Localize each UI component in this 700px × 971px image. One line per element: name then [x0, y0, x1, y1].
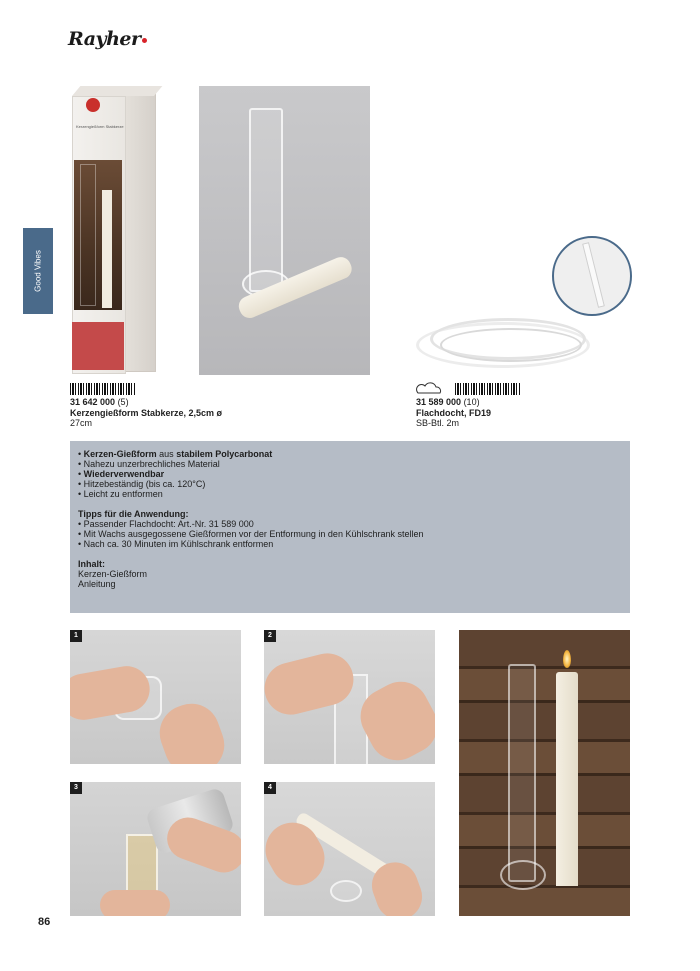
mould-tube	[508, 664, 536, 882]
product-info-wick	[416, 397, 491, 429]
mould-base	[500, 860, 546, 890]
product-detail: 27cm	[70, 418, 93, 428]
finished-candle	[556, 672, 578, 886]
box-side-panel	[124, 88, 156, 372]
mould-tube	[249, 108, 283, 292]
box-logo-icon	[86, 98, 100, 112]
pack-size: (10)	[463, 397, 480, 407]
box-window-image	[74, 160, 122, 310]
rayher-logo: Rayher	[68, 28, 147, 50]
section-tab	[23, 228, 53, 314]
step-number: 2	[264, 630, 276, 642]
wick-detail-circle	[552, 236, 632, 316]
feature-item: • Nahezu unzerbrechliches Material	[78, 459, 220, 469]
step-photo-3	[70, 782, 241, 916]
cloud-icon	[416, 382, 442, 394]
mould-candle-photo	[199, 86, 370, 375]
article-number: 31 589 000	[416, 397, 462, 407]
step-number: 4	[264, 782, 276, 794]
pack-size: (5)	[117, 397, 129, 407]
wick-coil	[440, 328, 582, 362]
barcode-icon	[70, 383, 136, 395]
article-number: 31 642 000	[70, 397, 116, 407]
box-print-title: Kerzengießform Stabkerze	[76, 124, 124, 129]
step-photo-2	[264, 630, 435, 764]
feature-item: • Hitzebeständig (bis ca. 120°C)	[78, 479, 206, 489]
feature-item: • Kerzen-Gießform aus stabilem Polycarbonat	[78, 449, 273, 459]
barcode-icon	[455, 383, 521, 395]
product-detail: SB-Btl. 2m	[416, 418, 460, 428]
section-tab-label: Good Vibes	[33, 250, 43, 292]
contents-item: Kerzen-Gießform	[78, 569, 148, 579]
contents-item: Anleitung	[78, 579, 116, 589]
product-name: Flachdocht, FD19	[416, 407, 492, 418]
feature-item: • Wiederverwendbar	[78, 469, 165, 479]
info-text	[78, 449, 424, 589]
product-info-mould	[70, 397, 222, 429]
contents-heading: Inhalt:	[78, 559, 105, 569]
candle-flame	[563, 650, 571, 668]
page-number: 86	[38, 916, 51, 928]
tip-item: • Passender Flachdocht: Art.-Nr. 31 589 000	[78, 519, 254, 529]
step-photo-4	[264, 782, 435, 916]
box-top-flap	[72, 86, 162, 96]
step-photo-1	[70, 630, 241, 764]
tip-item: • Mit Wachs ausgegossene Gießformen vor der Entformung in den Kühlschrank stellen	[78, 529, 424, 539]
tip-item: • Nach ca. 30 Minuten im Kühlschrank entformen	[78, 539, 274, 549]
box-red-label	[72, 322, 124, 370]
product-name: Kerzengießform Stabkerze, 2,5cm ø	[70, 407, 223, 418]
step-number: 3	[70, 782, 82, 794]
feature-item: • Leicht zu entformen	[78, 489, 163, 499]
step-number: 1	[70, 630, 82, 642]
tips-heading: Tipps für die Anwendung:	[78, 509, 189, 519]
